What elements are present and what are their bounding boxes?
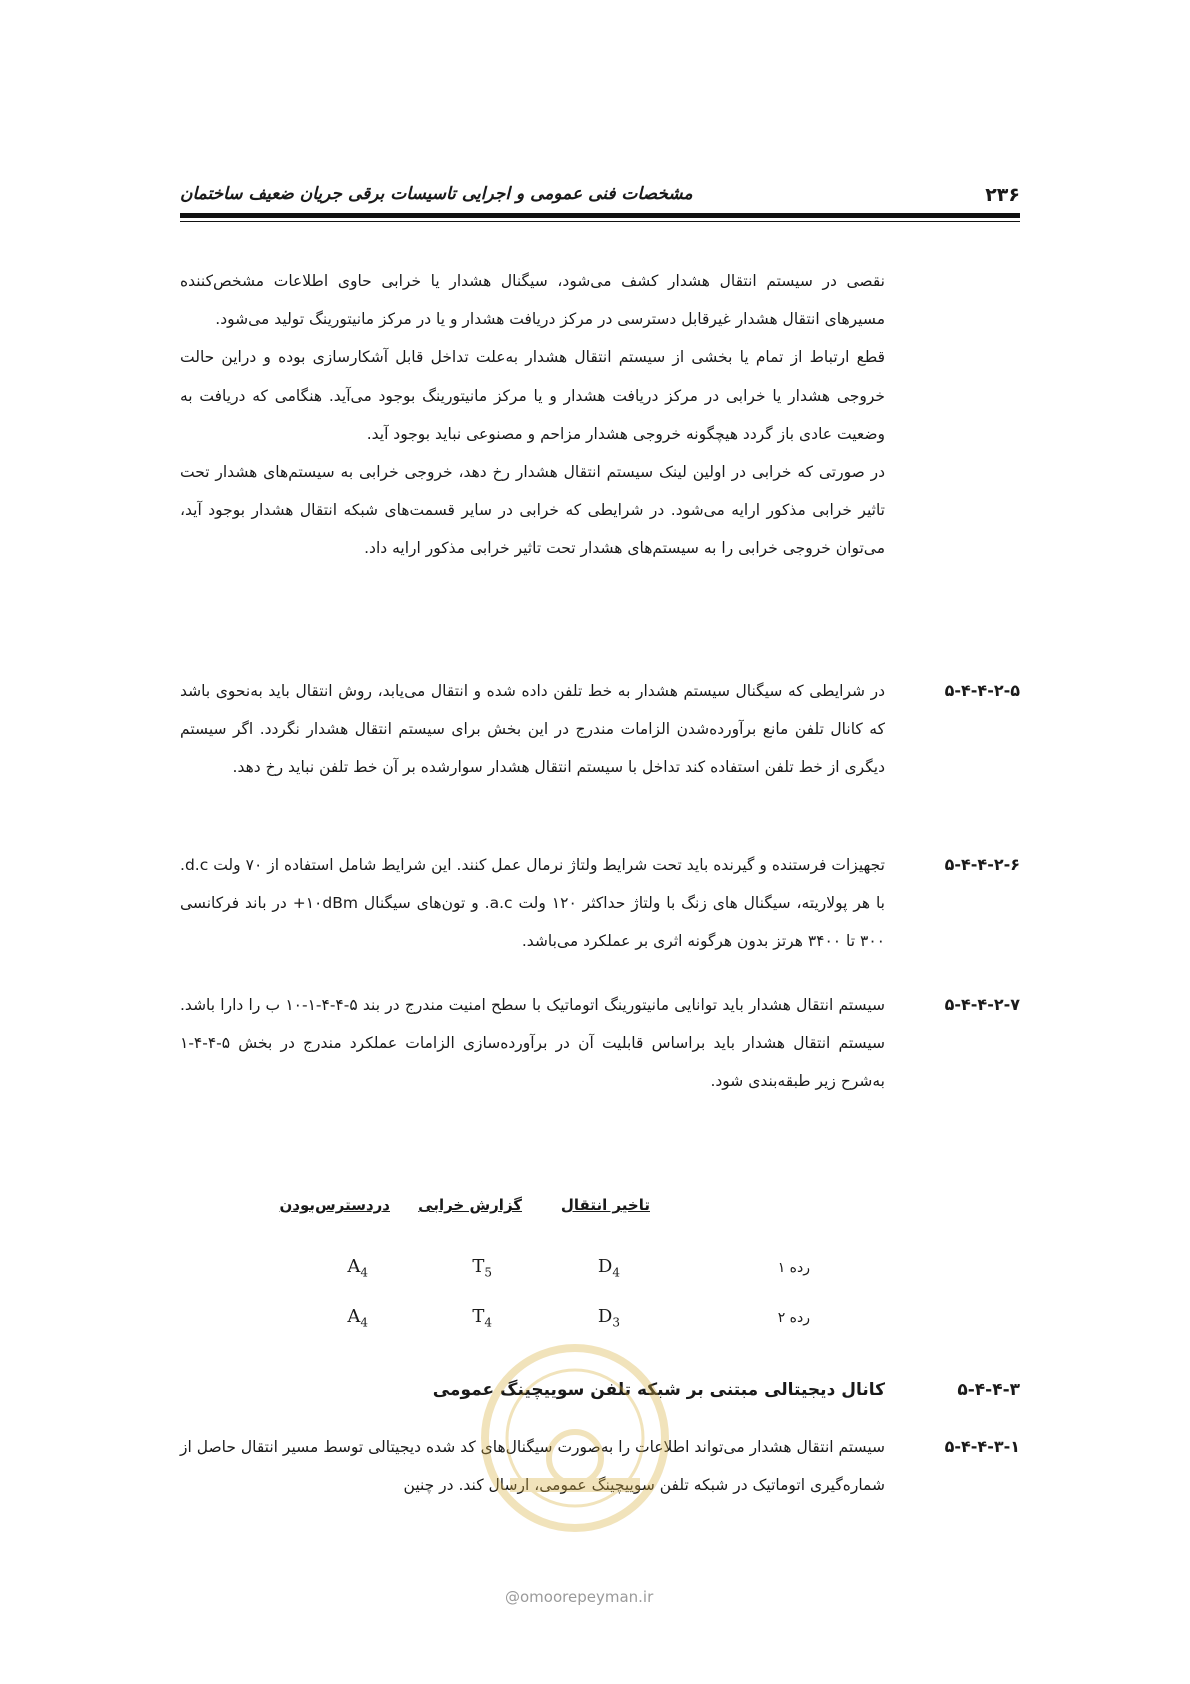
clause-text: سیستم انتقال هشدار می‌تواند اطلاعات را به‌صورت سیگنال‌های کد شده دیجیتالی توسط مسیر انتقال حاصل از شماره‌گیری اتوماتیک در شبکه تلفن سوییچینگ عمومی، ارسال کند. در چنین bbox=[180, 1438, 885, 1495]
clause-number: ۵-۴-۴-۲-۷ bbox=[944, 995, 1020, 1014]
intro-text bbox=[180, 262, 885, 568]
page-number: ۲۳۶ bbox=[985, 184, 1020, 206]
header-rule-thick bbox=[180, 213, 1020, 218]
watermark-logo bbox=[470, 1338, 680, 1538]
clause-text: تجهیزات فرستنده و گیرنده باید تحت شرایط ولتاژ نرمال عمل کنند. این شرایط شامل استفاده از ۷۰ ولت d.c. با هر پولاریته، سیگنال های زنگ با ولتاژ حداکثر ۱۲۰ ولت a.c. و تون‌های سیگنال ‎+۱۰dBm‎ در باند فرکانسی ۳۰۰ تا ۳۴۰۰ هرتز بدون هرگونه اثری بر عملکرد می‌باشد. bbox=[180, 856, 885, 951]
section-title: کانال دیجیتالی مبتنی بر شبکه تلفن سوییچینگ عمومی bbox=[432, 1380, 885, 1400]
row-label: رده ۲ bbox=[777, 1310, 810, 1326]
intro-paragraph-2: قطع ارتباط از تمام یا بخشی از سیستم انتقال هشدار به‌علت تداخل قابل آشکارسازی بوده و دراین حالت خروجی هشدار یا خرابی در مرکز دریافت هشدار و یا مرکز مانیتورینگ بوجود می‌آید. هنگامی که دریافت به وضعیت عادی باز گردد هیچگونه خروجی هشدار مزاحم و مصنوعی نباید بوجود آید. bbox=[180, 348, 885, 443]
cell-delay: $D_3$ bbox=[597, 1306, 620, 1330]
section-number: ۵-۴-۴-۳ bbox=[957, 1380, 1020, 1400]
book-title: مشخصات فنی عمومی و اجرایی تاسیسات برقی جریان ضعیف ساختمان bbox=[180, 184, 693, 204]
intro-paragraph-3: در صورتی که خرابی در اولین لینک سیستم انتقال هشدار رخ دهد، خروجی خرابی به سیستم‌های هشدار تحت تاثیر خرابی مذکور ارایه می‌شود. در شرایطی که خرابی در سایر قسمت‌های شبکه انتقال هشدار بوجود آید، می‌توان خروجی خرابی را به سیستم‌های هشدار تحت تاثیر خرابی مذکور ارایه داد. bbox=[180, 463, 885, 558]
cell-fault: $T_5$ bbox=[472, 1256, 492, 1280]
clause-number: ۵-۴-۴-۲-۵ bbox=[944, 681, 1020, 700]
header-transmission-delay: تاخیر انتقال bbox=[560, 1196, 650, 1214]
cell-delay: $D_4$ bbox=[597, 1256, 620, 1280]
header-rule-thin bbox=[180, 221, 1020, 222]
clause-text: سیستم انتقال هشدار باید توانایی مانیتورینگ اتوماتیک با سطح امنیت مندرج در بند ۵-۴-۴-۱-۱۰ ب را دارا باشد. سیستم انتقال هشدار باید براساس قابلیت آن در برآورده‌سازی الزامات عملکرد مندرج در بخش ۵-۴-۴-۱ به‌شرح زیر طبقه‌بندی شود. bbox=[180, 996, 885, 1091]
clause-number: ۵-۴-۴-۳-۱ bbox=[944, 1437, 1020, 1456]
clause-text: در شرایطی که سیگنال سیستم هشدار به خط تلفن داده شده و انتقال می‌یابد، روش انتقال باید به‌نحوی باشد که کانال تلفن مانع برآورده‌شدن الزامات مندرج در این بخش برای سیستم انتقال هشدار نگردد. اگر سیستم دیگری از خط تلفن استفاده کند تداخل با سیستم انتقال هشدار سوارشده بر آن خط تلفن نباید رخ دهد. bbox=[180, 682, 885, 777]
cell-availability: $A_4$ bbox=[347, 1256, 368, 1280]
cell-availability: $A_4$ bbox=[347, 1306, 368, 1330]
header-fault-report: گزارش خرابی bbox=[418, 1196, 522, 1214]
site-watermark: @omoorepeyman.ir bbox=[505, 1588, 654, 1606]
clause-number: ۵-۴-۴-۲-۶ bbox=[944, 855, 1020, 874]
classification-table bbox=[279, 1196, 900, 1336]
row-label: رده ۱ bbox=[777, 1260, 810, 1276]
cell-fault: $T_4$ bbox=[472, 1306, 492, 1330]
header-availability: دردسترس‌بودن bbox=[279, 1196, 390, 1214]
intro-paragraph-1: نقصی در سیستم انتقال هشدار کشف می‌شود، سیگنال هشدار یا خرابی حاوی اطلاعات مشخص‌کننده مسیرهای انتقال هشدار غیرقابل دسترسی در مرکز دریافت هشدار و یا در مرکز مانیتورینگ تولید می‌شود. bbox=[180, 272, 885, 329]
